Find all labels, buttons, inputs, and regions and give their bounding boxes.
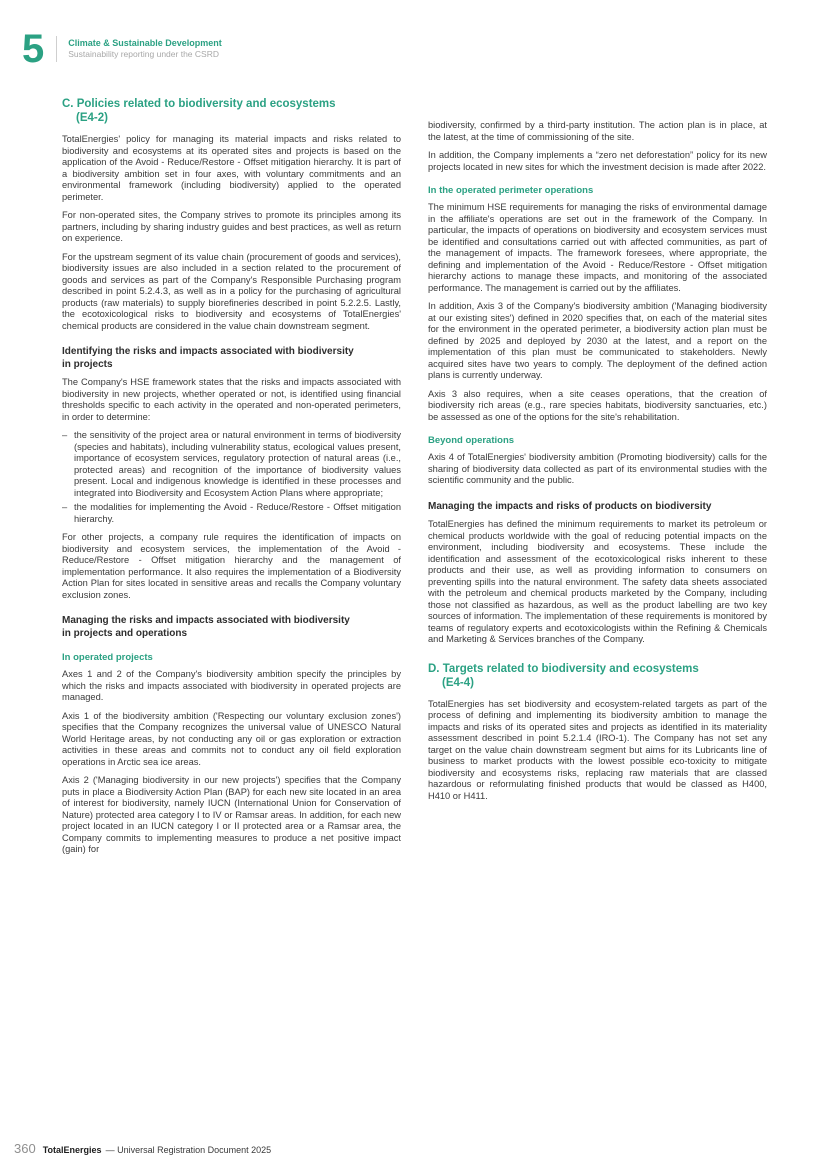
paragraph: Axis 1 of the biodiversity ambition ('Respecting our voluntary exclusion zones') specifies that the Company recognizes the universal value of UNESCO Natural World Heritage areas, by not conducting any oil or gas exploration or extraction activities in these areas and commits not to conduct any oil field exploration operations in Arctic sea ice areas. (62, 710, 401, 767)
section-heading-d-code: (E4-4) (442, 676, 474, 689)
paragraph: In addition, Axis 3 of the Company's biodiversity ambition ('Managing biodiversity at our existing sites') defined in 2020 specifies that, on each of the material sites for the environment in the operated perimeter, a biodiversity action plan must be defined by 2025 and deployed by 2030 at the latest, and a report on the implementation of this plan must be communicated to stakeholders. Newly acquired sites have two years to comply. The deployment of the defined action plans is currently underway. (428, 301, 767, 380)
section-heading-c (62, 97, 401, 125)
paragraph: TotalEnergies has set biodiversity and ecosystem-related targets as part of the process of defining and implementing its biodiversity ambition to manage the impacts and risks of its operated sites and projects as identified in its materiality assessment described in point 5.2.1.4 (IRO-1). The Company has not set any target on the value chain downstream segment but aims for its Lubricants line of business to market products with the lowest possible eco-toxicity to mitigate biodiversity and ecosystems risks, replacing raw materials that are classed hazardous or reformulating finished products that would be classed as H400, H410 or H411. (428, 698, 767, 801)
footer-document-title: — Universal Registration Document 2025 (105, 1145, 272, 1155)
paragraph: For the upstream segment of its value chain (procurement of goods and services), biodiversity issues are also included in a section related to the procurement of goods and services as part of the Company's Responsible Purchasing program described in point 5.2.4.3, as well as in a policy for the purchasing of agricultural products (raw materials) to supply biorefineries described in point 5.2.2.5. Lastly, the ecotoxicological risks to biodiversity and ecosystems of TotalEnergies' chemical products are considered in the value chain downstream segment. (62, 251, 401, 331)
paragraph: In addition, the Company implements a “zero net deforestation” policy for its new projects located in new sites for which the investment decision is made after 2022. (428, 150, 767, 172)
determination-list (62, 430, 401, 525)
left-column (62, 95, 401, 863)
list-item: – the sensitivity of the project area or natural environment in terms of biodiversity (species and habitats), including vulnerability status, ecological values present, importance of ecosystem services, regulatory protection of natural areas (i.e., protected areas) and recognition of the importance of biodiversity values present. Local and indigenous knowledge is identified in these processes and integrated into Biodiversity and Ecosystem Action Plans where appropriate; (62, 430, 401, 499)
paragraph: Axis 3 also requires, when a site ceases operations, that the creation of biodiversity rich areas (e.g., rare species habitats, biodiversity sanctuaries, etc.) be assessed as one of the options for the site's rehabilitation. (428, 388, 767, 422)
paragraph: Axes 1 and 2 of the Company's biodiversity ambition specify the principles by which the risks and impacts associated with biodiversity in operated projects are managed. (62, 669, 401, 702)
subsection-heading-identifying: Identifying the risks and impacts associated with biodiversity in projects (62, 346, 354, 370)
header-divider (56, 36, 57, 62)
right-column (428, 95, 767, 863)
paragraph: Axis 4 of TotalEnergies' biodiversity ambition (Promoting biodiversity) calls for the sharing of biodiversity data collected as part of its environmental studies with the scientific community and the public. (428, 452, 767, 485)
subheading-beyond-operations: Beyond operations (428, 435, 515, 446)
section-heading-c-code: (E4-2) (76, 112, 108, 124)
chapter-number: 5 (22, 27, 45, 71)
subheading-operated-perimeter: In the operated perimeter operations (428, 185, 594, 196)
section-heading-d (428, 662, 767, 690)
page-footer (14, 1141, 271, 1156)
list-item: – the modalities for implementing the Avoid - Reduce/Restore - Offset mitigation hierarchy. (62, 502, 401, 525)
chapter-header (22, 27, 222, 71)
paragraph: For non-operated sites, the Company strives to promote its principles among its partners, including by sharing industry guides and best practices, as well as return on experience. (62, 210, 401, 243)
paragraph: Axis 2 ('Managing biodiversity in our new projects') specifies that the Company puts in place a Biodiversity Action Plan (BAP) for each new site located in an area of interest for biodiversity, namely IUCN (International Union for Conservation of Nature) protected area category I to IV or Ramsar areas. In addition, for each new project located in an IUCN category I or II protected area or a Ramsar area, the Company commits to implementing measures to produce a net positive impact (gain) for (62, 775, 401, 854)
subsection-heading-managing-products: Managing the impacts and risks of products on biodiversity (428, 500, 712, 512)
chapter-titles (68, 32, 222, 59)
footer-brand: TotalEnergies (42, 1145, 102, 1155)
chapter-subtitle: Sustainability reporting under the CSRD (68, 49, 219, 59)
page-number: 360 (14, 1141, 36, 1156)
subheading-operated-projects: In operated projects (62, 652, 153, 663)
paragraph: The minimum HSE requirements for managing the risks of environmental damage in the affiliate's operations are set out in the framework of the Company. In particular, the impacts of operations on biodiversity and ecosystem services must be identified and consultations carried out with affected communities, as part of the management of impacts. The framework foresees, where appropriate, the defining and implementation of the Avoid - Reduce/Restore - Offset mitigation hierarchy actions to manage these impacts, and monitoring of the associated performance. The management is carried out by the affiliates. (428, 202, 767, 293)
section-heading-d-title: D. Targets related to biodiversity and ecosystems (428, 662, 699, 675)
paragraph: TotalEnergies has defined the minimum requirements to market its petroleum or chemical products worldwide with the goal of reducing potential impacts on the environment, including biodiversity and ecosystems. These include the identification and assessment of the ecotoxicological risks inherent to these products and their use, as well as providing information to consumers on preventing spills into the natural environment. The safety data sheets associated with the petroleum and chemical products marketed by the Company, including those not classified as hazardous, as well as the product labelling are two key sources of information. The implementation of these requirements is monitored by teams of regulatory experts and ecotoxicologists within the Refining & Chemicals and Marketing & Services branches of the Company. (428, 519, 767, 644)
paragraph: The Company's HSE framework states that the risks and impacts associated with biodiversity in new projects, whether operated or not, is identified using financial thresholds specific to each activity in the operated and non-operated perimeters, in order to determine: (62, 377, 401, 422)
paragraph: TotalEnergies' policy for managing its material impacts and risks related to biodiversity and ecosystems at its operated sites and projects is based on the application of the Avoid - Reduce/Restore - Offset mitigation hierarchy. It is part of a biodiversity ambition set in four axes, with voluntary commitments and an environmental framework (including biodiversity) applied to the operated perimeter. (62, 134, 401, 202)
subsection-heading-managing-projects: Managing the risks and impacts associated with biodiversity in projects and operations (62, 615, 350, 639)
document-body (62, 95, 767, 863)
paragraph: biodiversity, confirmed by a third-party institution. The action plan is in place, at the latest, at the time of commissioning of the site. (428, 120, 767, 142)
section-heading-c-title: C. Policies related to biodiversity and ecosystems (62, 98, 336, 110)
paragraph: For other projects, a company rule requires the identification of impacts on biodiversity and ecosystem services, the implementation of the Avoid - Reduce/Restore - Offset mitigation hierarchy and the management of implementation performance. It also requires the implementation of a Biodiversity Action Plan for sites located in sensitive areas and recalls the Company voluntary exclusion zones. (62, 532, 401, 600)
chapter-title: Climate & Sustainable Development (68, 38, 222, 48)
